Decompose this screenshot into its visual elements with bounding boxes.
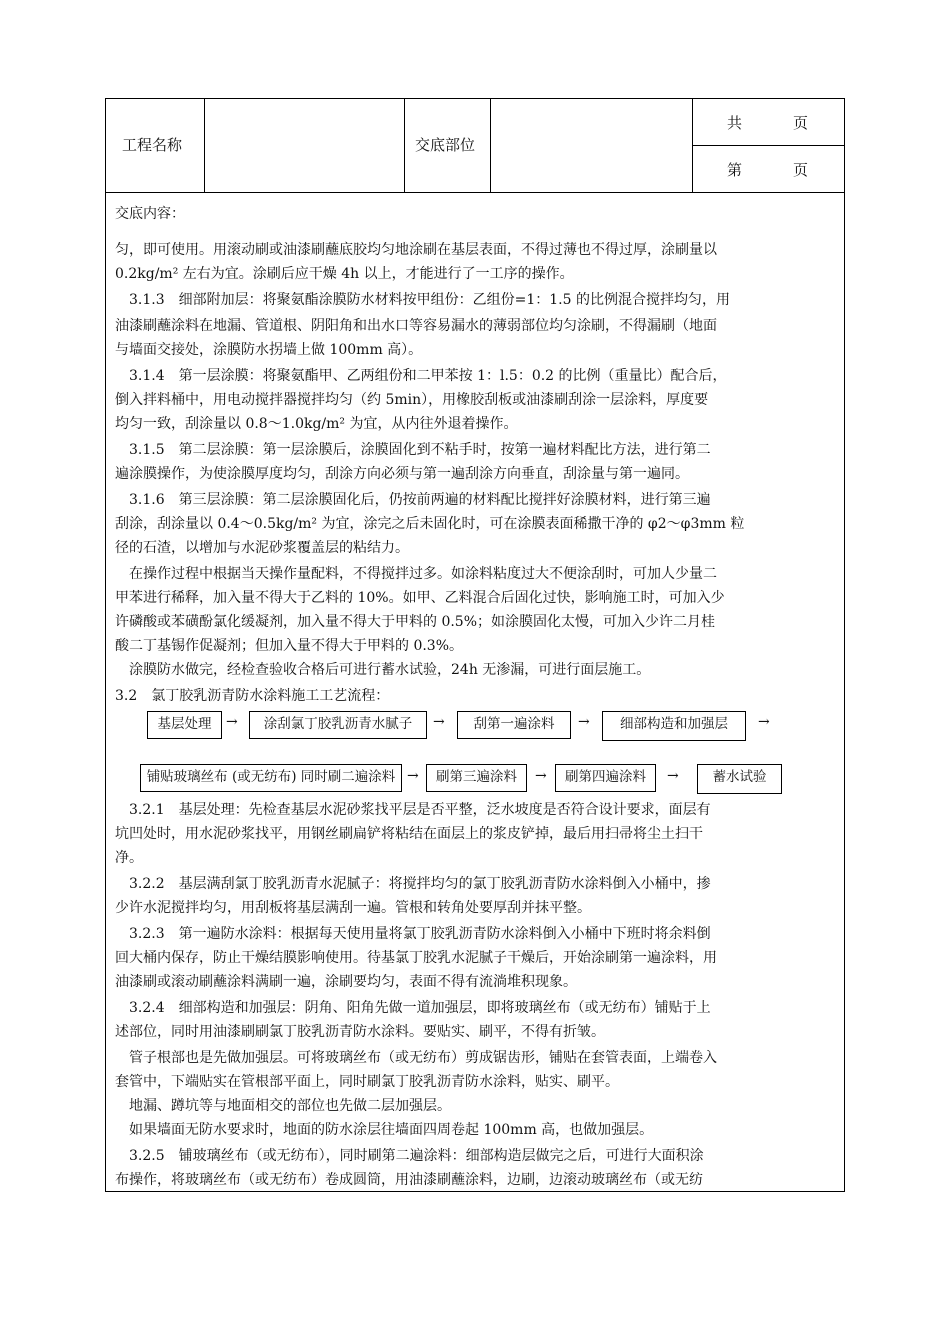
text-line: 0.2kg/m² 左右为宜。涂刷后应干燥 4h 以上，才能进行了一工序的操作。: [115, 266, 574, 282]
header-divider-3: [490, 98, 491, 192]
flow-step-base-treatment: 基层处理: [147, 711, 222, 739]
text-line: 回大桶内保存，防止干燥结膜影响使用。待基氯丁胶乳水泥腻子干燥后，开始涂刷第一遍涂料，用: [115, 950, 717, 966]
page-no-right: 页: [793, 161, 809, 179]
flow-arrow-7: →: [667, 768, 679, 784]
text-line: 遍涂膜操作，为使涂膜厚度均匀，刮涂方向必须与第一遍刮涂方向垂直，刮涂量与第一遍同。: [115, 466, 689, 482]
text-line: 3.1.3 细部附加层：将聚氨酯涂膜防水材料按甲组份：乙组份=1：1.5 的比例混合搅拌均匀，用: [115, 292, 730, 308]
text-line: 涂膜防水做完，经检查验收合格后可进行蓄水试验，24h 无渗漏，可进行面层施工。: [115, 662, 651, 678]
text-line: 坑凹处时，用水泥砂浆找平，用钢丝刷扁铲将粘结在面层上的浆皮铲掉，最后用扫帚将尘土扫干: [115, 826, 703, 842]
text-line: 刮涂，刮涂量以 0.4～0.5kg/m² 为宜，涂完之后未固化时，可在涂膜表面稀撒干净的 φ2～φ3mm 粒: [115, 516, 745, 532]
text-line: 3.2.4 细部构造和加强层：阴角、阳角先做一道加强层，即将玻璃丝布（或无纺布）铺贴于上: [115, 1000, 711, 1016]
flow-arrow-4: →: [758, 714, 770, 730]
text-line: 甲苯进行稀释，加入量不得大于乙料的 10%。如甲、乙料混合后固化过快，影响施工时，可加入少: [115, 590, 725, 606]
text-line: 油漆刷蘸涂料在地漏、管道根、阴阳角和出水口等容易漏水的薄弱部位均匀涂刷，不得漏刷（地面: [115, 318, 717, 334]
text-line: 3.2.5 铺玻璃丝布（或无纺布），同时刷第二遍涂料：细部构造层做完之后，可进行大面积涂: [115, 1148, 704, 1164]
text-line: 3.1.4 第一层涂膜：将聚氨酯甲、乙两组份和二甲苯按 1：l.5：0.2 的比例（重量比）配合后，: [115, 368, 727, 384]
flow-arrow-3: →: [578, 714, 590, 730]
location-label: 交底部位: [415, 136, 476, 154]
flow-arrow-2: →: [433, 714, 445, 730]
text-line: 酸二丁基锡作促凝剂；但加入量不得大于甲料的 0.3%。: [115, 638, 464, 654]
text-line: 3.1.6 第三层涂膜：第二层涂膜固化后，仍按前两遍的材料配比搅拌好涂膜材料，进行第三遍: [115, 492, 711, 508]
text-line: 少许水泥搅拌均匀，用刮板将基层满刮一遍。管根和转角处要厚刮并抹平整。: [115, 900, 591, 916]
text-line: 管子根部也是先做加强层。可将玻璃丝布（或无纺布）剪成锯齿形，铺贴在套管表面，上端卷入: [115, 1050, 717, 1066]
text-line: 套管中，下端贴实在管根部平面上，同时刷氯丁胶乳沥青防水涂料，贴实、刷平。: [115, 1074, 619, 1090]
flow-step-fourth-coat: 刷第四遍涂料: [555, 764, 656, 792]
text-line: 许磷酸或苯磺酚氯化缓凝剂，加入量不得大于甲料的 0.5%；如涂膜固化太慢，可加入少许二月桂: [115, 614, 716, 630]
flow-step-first-coat: 刮第一遍涂料: [457, 711, 571, 739]
content-label: 交底内容：: [115, 206, 185, 222]
text-line: 3.2 氯丁胶乳沥青防水涂料施工工艺流程：: [115, 688, 390, 704]
text-line: 在操作过程中根据当天操作量配料，不得搅拌过多。如涂料粘度过大不便涂刮时，可加人少量二: [115, 566, 717, 582]
flow-step-water-test: 蓄水试验: [697, 764, 782, 794]
text-line: 3.1.5 第二层涂膜：第一层涂膜后，涂膜固化到不粘手时，按第一遍材料配比方法，进行第二: [115, 442, 711, 458]
project-name-label: 工程名称: [122, 136, 183, 154]
flow-arrow-5: →: [407, 768, 419, 784]
text-line: 倒入拌料桶中，用电动搅拌器搅拌均匀（约 5min），用橡胶刮板或油漆刷刮涂一层涂料，厚度要: [115, 392, 709, 408]
text-line: 均匀一致，刮涂量以 0.8～1.0kg/m² 为宜，从内往外退着操作。: [115, 416, 518, 432]
text-line: 布操作，将玻璃丝布（或无纺布）卷成圆筒，用油漆刷蘸涂料，边刷，边滚动玻璃丝布（或无纺: [115, 1172, 703, 1188]
text-line: 净。: [115, 850, 143, 866]
flow-step-putty: 涂刮氯丁胶乳沥青水腻子: [249, 711, 427, 739]
header-divider-1: [204, 98, 205, 192]
page-no-left: 第: [727, 161, 743, 179]
text-line: 匀，即可使用。用滚动刷或油漆刷蘸底胶均匀地涂刷在基层表面，不得过薄也不得过厚，涂刷量以: [115, 242, 717, 258]
text-line: 径的石渣，以增加与水泥砂浆覆盖层的粘结力。: [115, 540, 409, 556]
text-line: 3.2.3 第一遍防水涂料：根据每天使用量将氯丁胶乳沥青防水涂料倒入小桶中下班时将余料倒: [115, 926, 711, 942]
total-pages-left: 共: [727, 114, 743, 132]
text-line: 油漆刷或滚动刷蘸涂料满刷一遍，涂刷要均匀，表面不得有流淌堆积现象。: [115, 974, 577, 990]
text-line: 3.2.1 基层处理：先检查基层水泥砂浆找平层是否平整，泛水坡度是否符合设计要求，面层有: [115, 802, 711, 818]
text-line: 3.2.2 基层满刮氯丁胶乳沥青水泥腻子：将搅拌均匀的氯丁胶乳沥青防水涂料倒入小桶中，掺: [115, 876, 711, 892]
header-pages-split: [692, 145, 845, 146]
header-bottom-line: [105, 192, 845, 193]
flow-arrow-6: →: [535, 768, 547, 784]
header-divider-2: [404, 98, 405, 192]
flow-arrow-1: →: [226, 714, 238, 730]
text-line: 如果墙面无防水要求时，地面的防水涂层往墙面四周卷起 100mm 高，也做加强层。: [115, 1122, 654, 1138]
flow-step-detail-reinforce: 细部构造和加强层: [602, 711, 746, 741]
total-pages-right: 页: [793, 114, 809, 132]
text-line: 与墙面交接处，涂膜防水拐墙上做 100mm 高）。: [115, 342, 423, 358]
flow-step-third-coat: 刷第三遍涂料: [426, 764, 527, 792]
text-line: 地漏、蹲坑等与地面相交的部位也先做二层加强层。: [115, 1098, 451, 1114]
text-line: 述部位，同时用油漆刷刷氯丁胶乳沥青防水涂料。要贴实、刷平，不得有折皱。: [115, 1024, 605, 1040]
flow-step-glass-fiber: 铺贴玻璃丝布 (或无纺布) 同时刷二遍涂料: [140, 764, 402, 792]
